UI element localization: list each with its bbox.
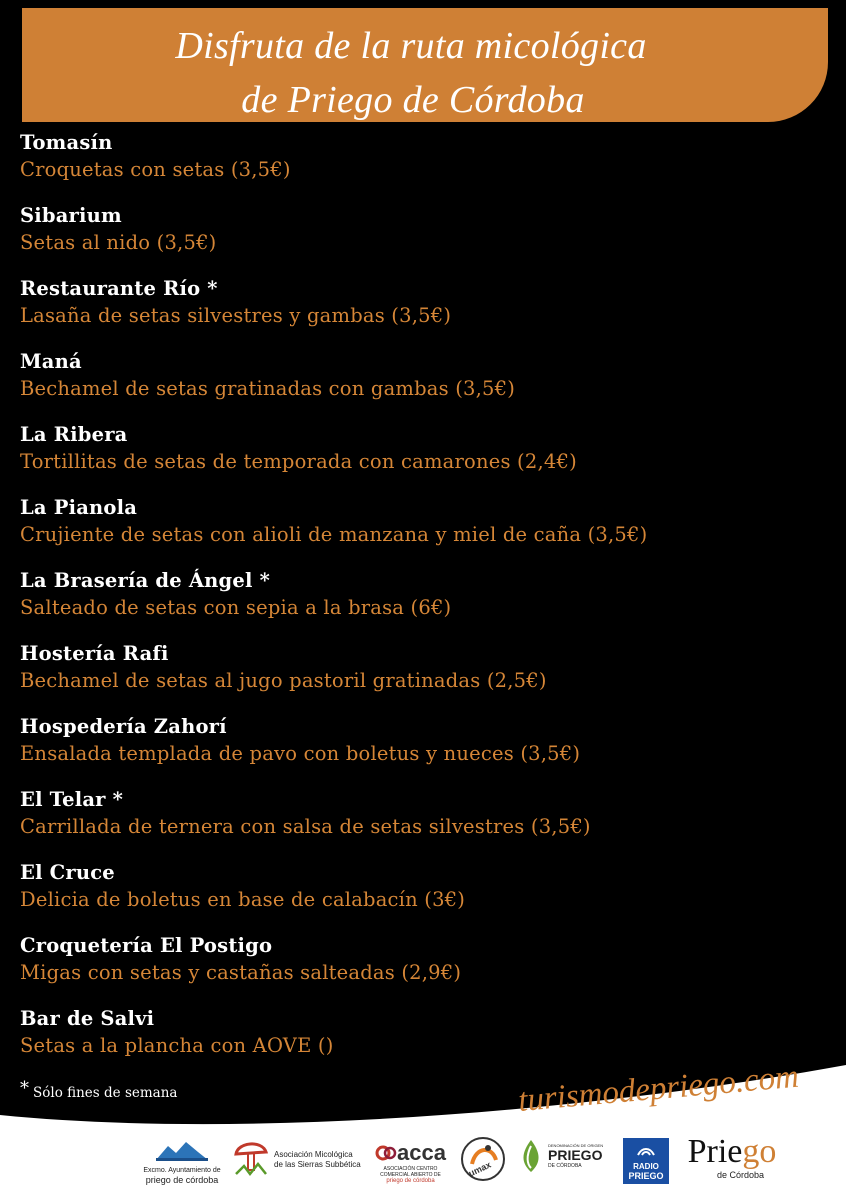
list-item (20, 859, 820, 932)
dish-description: Setas al nido (3,5€) (20, 231, 217, 254)
olive-drop-icon (518, 1138, 544, 1174)
restaurant-name: Tomasín (20, 131, 113, 154)
restaurant-name: Croquetería El Postigo (20, 934, 273, 957)
list-item (20, 421, 820, 494)
ayuntamiento-logo (137, 1140, 227, 1185)
acca-rings-icon (375, 1142, 397, 1164)
restaurant-name: Restaurante Río * (20, 277, 218, 300)
ayuntamiento-text-1: Excmo. Ayuntamiento de (143, 1167, 221, 1174)
restaurant-name: Hospedería Zahorí (20, 715, 227, 738)
dish-description: Salteado de setas con sepia a la brasa (6€) (20, 596, 452, 619)
footnote-asterisk: * (20, 1078, 29, 1099)
list-item (20, 932, 820, 1005)
do-priego-logo (518, 1138, 610, 1174)
list-item (20, 275, 820, 348)
dish-description: Ensalada templada de pavo con boletus y nueces (3,5€) (20, 742, 581, 765)
dish-description: Tortillitas de setas de temporada con camarones (2,4€) (20, 450, 577, 473)
micologica-text-2: de las Sierras Subbética (274, 1160, 361, 1169)
list-item (20, 348, 820, 421)
restaurant-name: Maná (20, 350, 82, 373)
do-text-2: DE CÓRDOBA (548, 1163, 582, 1169)
umax-logo (458, 1134, 508, 1184)
dish-description: Croquetas con setas (3,5€) (20, 158, 291, 181)
mushroom-icon (232, 1140, 270, 1180)
footnote-text: Sólo fines de semana (33, 1085, 178, 1101)
radio-text-2: PRIEGO (628, 1171, 664, 1181)
list-item (20, 494, 820, 567)
priego-brand-text-a: Prie (687, 1133, 743, 1170)
radio-waves-icon (636, 1145, 656, 1157)
list-item (20, 567, 820, 640)
dish-description: Bechamel de setas gratinadas con gambas (3,5€) (20, 377, 516, 400)
restaurant-name: Bar de Salvi (20, 1007, 155, 1030)
acca-name: acca (397, 1140, 446, 1165)
priego-brand-sub: de Córdoba (716, 1170, 764, 1180)
dish-description: Migas con setas y castañas salteadas (2,9€) (20, 961, 462, 984)
restaurant-list (20, 129, 820, 1078)
restaurant-name: Hostería Rafi (20, 642, 169, 665)
umax-text: umax (466, 1159, 493, 1179)
dish-description: Crujiente de setas con alioli de manzana y miel de caña (3,5€) (20, 523, 648, 546)
radio-text-1: RADIO (633, 1162, 659, 1171)
acca-sub-3: priego de córdoba (386, 1178, 435, 1184)
list-item (20, 640, 820, 713)
restaurant-name: La Pianola (20, 496, 138, 519)
website-url: turismodepriego.com (516, 1058, 801, 1120)
dish-description: Setas a la plancha con AOVE () (20, 1034, 334, 1057)
do-text-1: DENOMINACIÓN DE ORIGEN (548, 1143, 604, 1148)
list-item (20, 129, 820, 202)
dish-description: Delicia de boletus en base de calabacín (3€) (20, 888, 466, 911)
acca-logo (368, 1140, 453, 1185)
restaurant-name: El Telar * (20, 788, 124, 811)
acca-sub-1: ASOCIACIÓN CENTRO (383, 1166, 438, 1172)
mountain-icon (154, 1140, 210, 1162)
radio-priego-logo (623, 1138, 669, 1184)
ayuntamiento-text-2: priego de córdoba (145, 1175, 219, 1185)
restaurant-name: Sibarium (20, 204, 122, 227)
micologica-text-1: Asociación Micológica (274, 1150, 353, 1159)
header-title-line2: de Priego de Córdoba (241, 79, 585, 121)
restaurant-name: La Brasería de Ángel * (20, 569, 270, 592)
priego-brand-text-b: go (742, 1133, 777, 1170)
dish-description: Carrillada de ternera con salsa de setas silvestres (3,5€) (20, 815, 591, 838)
header-banner (22, 8, 828, 122)
header-title-line1: Disfruta de la ruta micológica (175, 25, 647, 67)
restaurant-name: El Cruce (20, 861, 115, 884)
footnote (20, 1078, 177, 1101)
dish-description: Lasaña de setas silvestres y gambas (3,5€) (20, 304, 452, 327)
list-item (20, 713, 820, 786)
list-item (20, 202, 820, 275)
restaurant-name: La Ribera (20, 423, 128, 446)
acca-sub-2: COMERCIAL ABIERTO DE (380, 1172, 441, 1178)
umax-emblem-icon (458, 1134, 508, 1184)
list-item (20, 786, 820, 859)
dish-description: Bechamel de setas al jugo pastoril gratinadas (2,5€) (20, 669, 547, 692)
do-name: PRIEGO (548, 1147, 603, 1163)
priego-brand-logo (686, 1134, 778, 1180)
